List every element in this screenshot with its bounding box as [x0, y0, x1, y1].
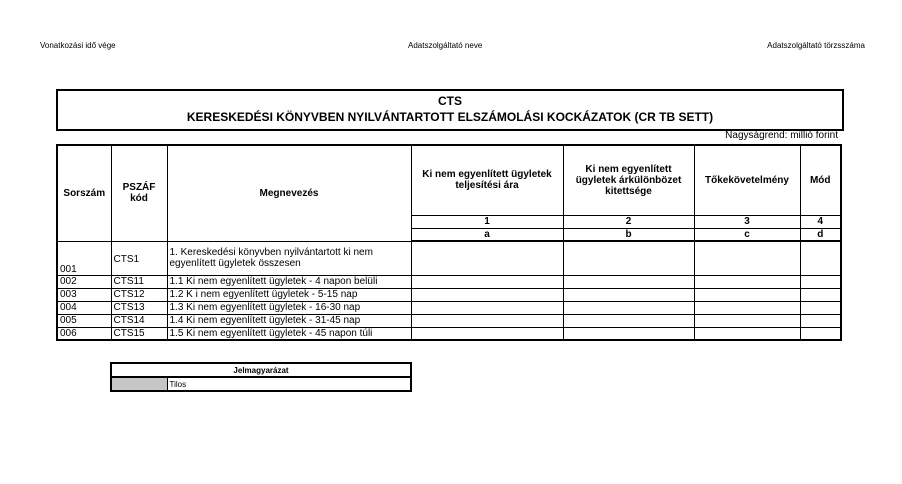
row-number: 002: [57, 275, 111, 288]
report-code: CTS: [438, 94, 462, 108]
cell-1[interactable]: [411, 275, 563, 288]
provider-name-label: Adatszolgáltató neve: [408, 41, 483, 50]
row-code: CTS12: [111, 288, 167, 301]
cell-3[interactable]: [694, 314, 800, 327]
row-code: CTS14: [111, 314, 167, 327]
col-number: 2: [563, 215, 694, 228]
col-letter: a: [411, 228, 563, 241]
cell-4[interactable]: [800, 314, 841, 327]
legend-table: [110, 362, 412, 392]
cell-2[interactable]: [563, 314, 694, 327]
cell-2[interactable]: [563, 327, 694, 340]
row-code: CTS1: [111, 241, 167, 275]
provider-id-label: Adatszolgáltató törzsszáma: [767, 41, 865, 50]
col-letter: d: [800, 228, 841, 241]
cell-1[interactable]: [411, 241, 563, 275]
row-number: 003: [57, 288, 111, 301]
col-letter: b: [563, 228, 694, 241]
cell-2[interactable]: [563, 275, 694, 288]
col-header-4: Mód: [800, 145, 841, 215]
legend-title: Jelmagyarázat: [111, 363, 411, 377]
cell-4[interactable]: [800, 288, 841, 301]
cell-2[interactable]: [563, 241, 694, 275]
cell-3[interactable]: [694, 301, 800, 314]
cell-3[interactable]: [694, 288, 800, 301]
cell-2[interactable]: [563, 301, 694, 314]
col-header-megnevezes: Megnevezés: [167, 145, 411, 241]
col-number: 3: [694, 215, 800, 228]
cell-4[interactable]: [800, 241, 841, 275]
col-header-sorszam: Sorszám: [57, 145, 111, 241]
table-row: [57, 288, 841, 301]
row-number: 005: [57, 314, 111, 327]
table-row: [57, 327, 841, 340]
legend-swatch-forbidden: [111, 377, 167, 391]
row-code: CTS11: [111, 275, 167, 288]
table-row: [57, 241, 841, 275]
unit-label: Nagyságrend: millió forint: [725, 130, 838, 141]
row-number: 004: [57, 301, 111, 314]
cell-4[interactable]: [800, 275, 841, 288]
row-number: 006: [57, 327, 111, 340]
table-row: [57, 301, 841, 314]
row-code: CTS15: [111, 327, 167, 340]
cell-2[interactable]: [563, 288, 694, 301]
col-header-pszaf: PSZÁF kód: [111, 145, 167, 241]
col-number: 1: [411, 215, 563, 228]
row-name: 1.1 Ki nem egyenlített ügyletek - 4 napon belüli: [167, 275, 411, 288]
cell-1[interactable]: [411, 327, 563, 340]
col-header-2: Ki nem egyenlített ügyletek árkülönbözet kitettsége: [563, 145, 694, 215]
row-code: CTS13: [111, 301, 167, 314]
row-name: 1. Kereskedési könyvben nyilvántartott ki nem egyenlített ügyletek összesen: [167, 241, 411, 275]
cell-1[interactable]: [411, 314, 563, 327]
report-table: [56, 144, 842, 341]
cell-1[interactable]: [411, 288, 563, 301]
table-row: [57, 275, 841, 288]
col-header-1: Ki nem egyenlített ügyletek teljesítési ára: [411, 145, 563, 215]
cell-4[interactable]: [800, 301, 841, 314]
row-name: 1.5 Ki nem egyenlített ügyletek - 45 napon túli: [167, 327, 411, 340]
row-number: 001: [57, 241, 111, 275]
row-name: 1.4 Ki nem egyenlített ügyletek - 31-45 nap: [167, 314, 411, 327]
report-title: KERESKEDÉSI KÖNYVBEN NYILVÁNTARTOTT ELSZÁMOLÁSI KOCKÁZATOK (CR TB SETT): [186, 110, 714, 124]
cell-3[interactable]: [694, 275, 800, 288]
row-name: 1.2 K i nem egyenlített ügyletek - 5-15 nap: [167, 288, 411, 301]
row-name: 1.3 Ki nem egyenlített ügyletek - 16-30 nap: [167, 301, 411, 314]
cell-1[interactable]: [411, 301, 563, 314]
table-row: [57, 314, 841, 327]
cell-3[interactable]: [694, 241, 800, 275]
ref-period-label: Vonatkozási idő vége: [40, 41, 116, 50]
legend-label-forbidden: Tilos: [167, 377, 411, 391]
col-letter: c: [694, 228, 800, 241]
col-number: 4: [800, 215, 841, 228]
col-header-3: Tőkekövetelmény: [694, 145, 800, 215]
cell-3[interactable]: [694, 327, 800, 340]
report-title-box: [56, 89, 844, 131]
cell-4[interactable]: [800, 327, 841, 340]
